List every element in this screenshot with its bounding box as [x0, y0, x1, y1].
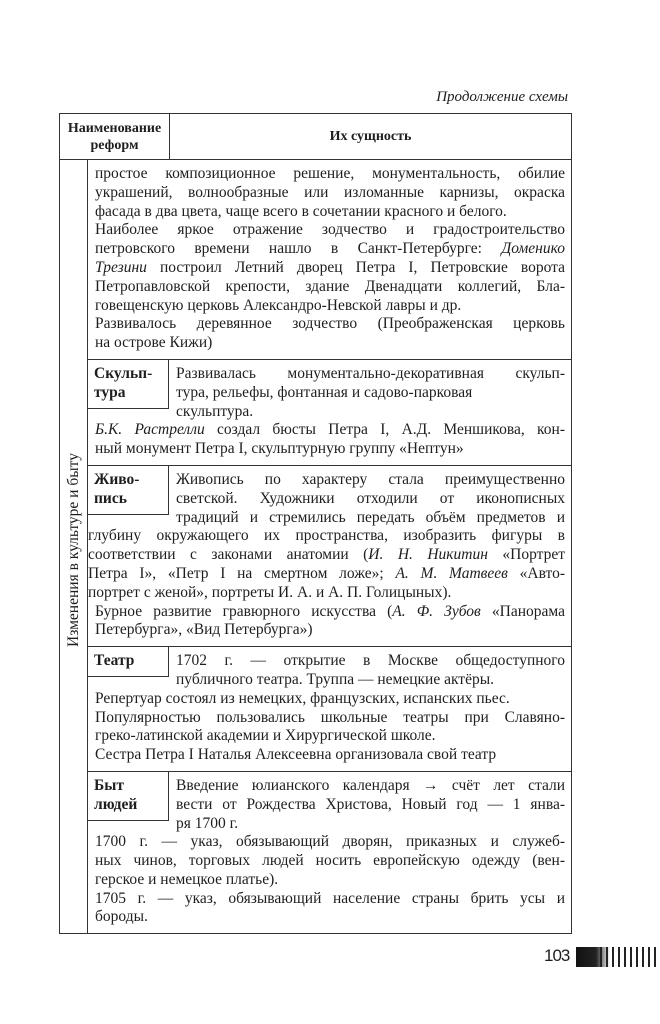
text-segment: «Портрет	[487, 546, 565, 564]
paragraph	[88, 833, 565, 889]
paragraph	[88, 421, 565, 459]
text-line	[95, 184, 565, 203]
paragraph	[88, 690, 565, 709]
text-segment: на острове Кижи)	[95, 334, 213, 352]
text-segment: светской. Художники отходили от иконописных	[176, 489, 565, 507]
person-name-italic: Доменико	[501, 240, 565, 258]
paragraph	[88, 890, 565, 928]
text-line	[95, 165, 565, 184]
header-reform-name	[60, 114, 170, 159]
page-edge-tab	[576, 947, 660, 967]
text-line	[88, 546, 565, 565]
text-segment: Живопись по характеру стала преимущественно	[176, 470, 565, 488]
text-segment: греко-латинской академии и Хирургической школе.	[95, 727, 436, 745]
scheme-continuation-caption: Продолжение схемы	[436, 89, 568, 105]
person-name-italic: И. Н. Никитин	[368, 546, 488, 564]
paragraph	[88, 603, 565, 641]
text-line	[95, 908, 565, 927]
person-name-italic: А. М. Матвеев	[395, 564, 508, 582]
text-segment: Развивалась монументально-декоративная скульп-	[176, 364, 565, 382]
sublabel-line: тура	[94, 383, 126, 401]
text-segment: «Авто-	[507, 564, 565, 582]
text-segment: Наиболее яркое отражение зодчество и градостроительство	[95, 221, 565, 239]
text-segment: Бурное развитие гравюрного искусства (	[95, 602, 393, 620]
text-line	[88, 565, 565, 584]
table-row	[88, 360, 571, 466]
text-segment: публичного театра. Труппа — немецкие актёры.	[176, 670, 494, 688]
reform-sublabel	[88, 466, 169, 515]
sublabel-line: Быт	[94, 776, 124, 794]
text-line	[95, 297, 565, 316]
section-label: Изменения в культуре и быту	[64, 453, 82, 647]
text-segment: традиций и стремились передать объём предметов и	[176, 508, 565, 526]
text-line	[95, 621, 565, 640]
text-line	[95, 833, 565, 852]
text-segment: построил Летний дворец Петра I, Петровские ворота	[146, 258, 565, 276]
page-number: 103	[544, 946, 570, 965]
paragraph	[88, 746, 565, 765]
text-segment: тура, рельефы, фонтанная и садово-парковая	[176, 383, 473, 401]
header-line: Наименование	[67, 120, 162, 136]
text-line	[95, 746, 565, 765]
person-name-italic: Трезини	[95, 258, 147, 276]
text-segment: Петра I», «Петр I на смертном ложе»;	[88, 564, 396, 582]
table-row	[88, 772, 571, 933]
sublabel-line: Скульп-	[94, 364, 153, 382]
table-row	[88, 466, 571, 647]
table-header	[60, 114, 571, 160]
text-line	[95, 709, 565, 728]
text-line	[88, 527, 565, 546]
reforms-table	[59, 113, 572, 934]
reform-sublabel	[88, 647, 169, 677]
sublabel-line: Живо-	[94, 470, 140, 488]
table-rows	[88, 160, 571, 933]
text-segment: Сестра Петра I Наталья Алексеевна организовала свой театр	[95, 746, 497, 764]
paragraph	[95, 221, 565, 315]
text-segment: Репертуар состоял из немецких, французских, испанских пьес.	[95, 689, 510, 707]
text-line	[95, 259, 565, 278]
text-segment: вести от Рождества Христова, Новый год — 1 янва-	[176, 795, 565, 813]
text-segment: Петербурга», «Вид Петербурга»)	[95, 621, 313, 639]
paragraph	[95, 315, 565, 353]
text-segment: фасада в два цвета, чаще всего в сочетании красного и белого.	[95, 202, 507, 220]
text-segment: петровского времени нашло в Санкт-Петербурге:	[95, 240, 502, 258]
text-segment: соответствии с законами анатомии (	[88, 546, 369, 564]
person-name-italic: А. Ф. Зубов	[392, 602, 481, 620]
text-line	[95, 278, 565, 297]
text-line	[95, 203, 565, 222]
sublabel-line: пись	[94, 489, 127, 507]
table-row	[88, 647, 571, 772]
text-line	[95, 727, 565, 746]
table-row	[88, 160, 571, 360]
text-line	[95, 240, 565, 259]
text-line	[95, 440, 565, 459]
text-segment: ря 1700 г.	[176, 814, 239, 832]
text-segment: Введение юлианского календаря → счёт лет стали	[176, 776, 565, 794]
text-line	[95, 852, 565, 871]
text-segment: скульптура.	[176, 402, 254, 420]
text-line	[95, 315, 565, 334]
text-segment: украшений, волнообразные или изломанные карнизы, окраска	[95, 183, 565, 201]
text-segment: говещенскую церковь Александро-Невской лавры и др.	[95, 296, 462, 314]
paragraph	[95, 165, 565, 221]
person-name-italic: Б.К. Растрелли	[95, 421, 205, 439]
text-segment: портрет с женой», портреты И. А. и А. П. Голицыных).	[88, 583, 452, 601]
text-segment: 1705 г. — указ, обязывающий население страны брить усы и	[95, 889, 565, 907]
text-segment: глубину окружающего их пространства, изобразить фигуры в	[88, 527, 565, 545]
section-label-cell	[60, 160, 88, 933]
reform-sublabel	[88, 360, 169, 409]
text-line	[88, 584, 565, 603]
text-segment: герское и немецкое платье).	[95, 870, 279, 888]
header-line: реформ	[90, 137, 139, 153]
text-line	[95, 871, 565, 890]
text-segment: ных чинов, торговых людей носить европейскую одежду (вен-	[95, 852, 565, 870]
text-segment: 1700 г. — указ, обязывающий дворян, приказных и служеб-	[95, 833, 565, 851]
text-segment: Петропавловской крепости, здание Двенадцати коллегий, Бла-	[95, 277, 565, 295]
text-segment: бороды.	[95, 908, 148, 926]
text-segment: ный монумент Петра I, скульптурную группу «Нептун»	[95, 440, 464, 458]
header-essence: Их сущность	[329, 128, 412, 144]
text-segment: 1702 г. — открытие в Москве общедоступного	[176, 652, 565, 670]
reform-sublabel	[88, 772, 169, 821]
text-segment: «Панорама	[480, 602, 565, 620]
text-line	[95, 890, 565, 909]
sublabel-line: людей	[94, 795, 138, 813]
text-line	[95, 690, 565, 709]
sublabel-line: Театр	[94, 652, 135, 670]
text-segment: создал бюсты Петра I, А.Д. Меншикова, кон-	[204, 421, 565, 439]
text-line	[95, 221, 565, 240]
paragraph	[88, 709, 565, 747]
text-segment: Развивалось деревянное зодчество (Преображенская церковь	[95, 315, 565, 333]
text-line	[95, 421, 565, 440]
text-segment: простое композиционное решение, монументальность, обилие	[95, 165, 565, 182]
text-line	[95, 334, 565, 353]
text-segment: Популярностью пользовались школьные театры при Славяно-	[95, 708, 565, 726]
text-line	[95, 603, 565, 622]
